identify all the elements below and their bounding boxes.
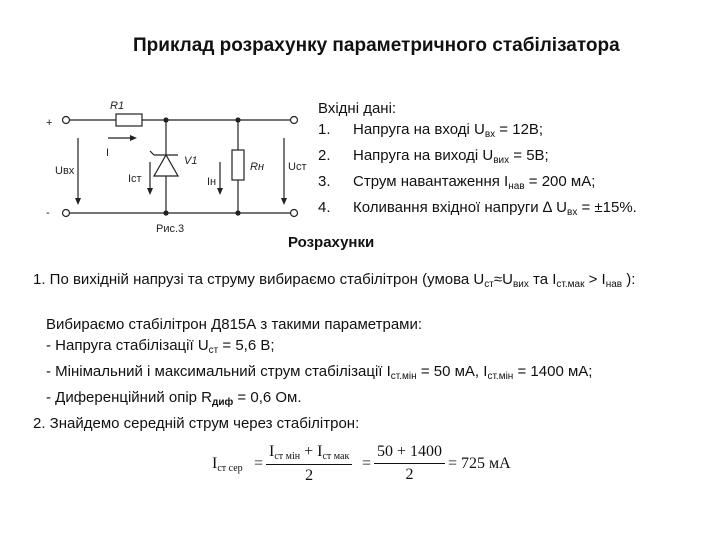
output-plus-terminal [291,117,298,124]
formula-lhs: $I_{ст сер}$ [212,455,243,474]
param-current: - Мінімальний і максимальний струм стабілізації $I_{ст.мін} = 50$ мА, $I_{ст.мін} = 1400$ мА; [46,363,593,382]
label-in: Iн [207,176,217,188]
diode-parameters [46,314,592,413]
label-v1: V1 [184,155,198,167]
resistor-r1 [116,114,142,126]
input-plus-terminal [63,117,70,124]
circuit-diagram [38,90,318,240]
formula-result: = 725 мА [448,455,511,472]
calculations-header: Розрахунки [288,234,375,251]
label-rn: Rн [250,161,264,173]
output-minus-terminal [291,210,298,217]
label-i: I [106,147,110,159]
label-ist: Iст [128,173,142,185]
given-item: 3. Струм навантаження $I_{нав} = 200$ мА; [318,173,596,192]
given-item: 4. Коливання вхідної напруги ∆ $U_{вх} = \pm 15\%$. [318,199,637,218]
step-2-text: 2. Знайдемо середній струм через стабілітрон: [33,415,360,432]
formula-fraction-numeric: 50 + 1400 2 [374,443,445,484]
label-minus: - [46,207,50,219]
given-item: 1. Напруга на вході $U_{вх} = 12В$; [318,121,544,140]
average-current-formula: $I_{ст сер}$ = $I_{ст мін} + I_{ст мак}$ 2 = 50 + 1400 2 = 725 мА [212,443,511,484]
label-uvx: Uвх [55,165,75,177]
formula-fraction-symbolic: $I_{ст мін} + I_{ст мак}$ 2 [266,443,352,485]
input-minus-terminal [63,210,70,217]
param-voltage: - Напруга стабілізації $U_{ст} = 5,6$ В; [46,337,275,356]
given-data [318,98,637,223]
param-resistance: - Диференційний опір $R_{диф} = 0,6$ Ом. [46,389,302,408]
label-plus: + [46,117,53,129]
step-1-text: 1. По вихідній напрузі та струму вибираємо стабілітрон (умова $U_{ст}\approx U_{вих}$ та $I_{ст.мак} > I_{нав}$ ): [33,271,636,290]
given-header: Вхідні дані: [318,100,397,117]
params-intro: Вибираємо стабілітрон Д815А з такими параметрами: [46,316,423,333]
figure-caption: Рис.3 [156,223,185,235]
resistor-rn [232,150,244,180]
label-ust: Uст [288,161,307,173]
given-item: 2. Напруга на виході $U_{вих} = 5В$; [318,147,549,166]
zener-diode-v1 [154,155,178,176]
page-title: Приклад розрахунку параметричного стабілізатора [133,35,620,56]
label-r1: R1 [110,100,125,112]
